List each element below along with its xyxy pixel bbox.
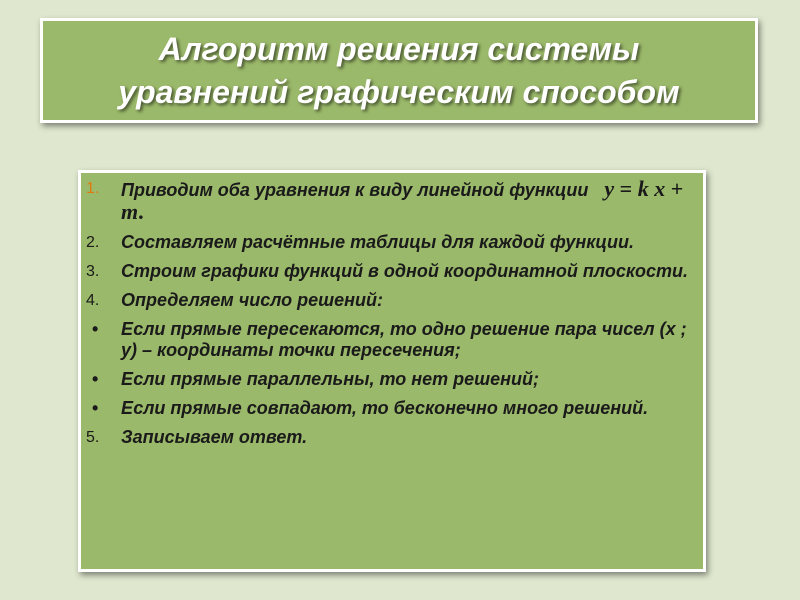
- list-item-step-1: [81, 178, 695, 224]
- list-item-step-2: [81, 232, 695, 253]
- bullet-marker: •: [92, 319, 99, 339]
- title-line-1: Алгоритм решения системы: [158, 30, 640, 67]
- content-box: [78, 170, 706, 572]
- list-item-case-intersect: [81, 319, 695, 361]
- list-item-case-parallel: [81, 369, 695, 390]
- case-text: Если прямые совпадают, то бесконечно много решений.: [121, 398, 649, 418]
- list-item-step-3: [81, 261, 695, 282]
- step-text: Определяем число решений:: [121, 290, 384, 310]
- step-text: Приводим оба уравнения к виду линейной функции: [121, 180, 589, 200]
- bullet-marker: •: [92, 369, 99, 389]
- step-text: Составляем расчётные таблицы для каждой функции.: [121, 232, 634, 252]
- case-text: Если прямые параллельны, то нет решений;: [121, 369, 539, 389]
- step-text: Строим графики функций в одной координатной плоскости.: [121, 261, 688, 281]
- list-item-case-coincide: [81, 398, 695, 419]
- list-marker: 2.: [86, 234, 100, 251]
- linear-function-formula: y = k x + m.: [121, 176, 684, 224]
- case-text: Если прямые пересекаются, то одно решение пара чисел (х ; у) – координаты точки пересечения;: [121, 319, 687, 360]
- list-marker: 3.: [86, 263, 100, 280]
- slide-title: [118, 28, 679, 114]
- title-line-2: уравнений графическим способом: [118, 73, 680, 110]
- step-text: Записываем ответ.: [121, 427, 308, 447]
- list-marker: 4.: [86, 292, 100, 309]
- list-marker: 1.: [86, 180, 100, 197]
- title-box: [40, 18, 758, 123]
- list-item-step-4: [81, 290, 695, 311]
- list-item-step-5: [81, 427, 695, 448]
- list-marker: 5.: [86, 429, 100, 446]
- bullet-marker: •: [92, 398, 99, 418]
- algorithm-list: [81, 178, 695, 456]
